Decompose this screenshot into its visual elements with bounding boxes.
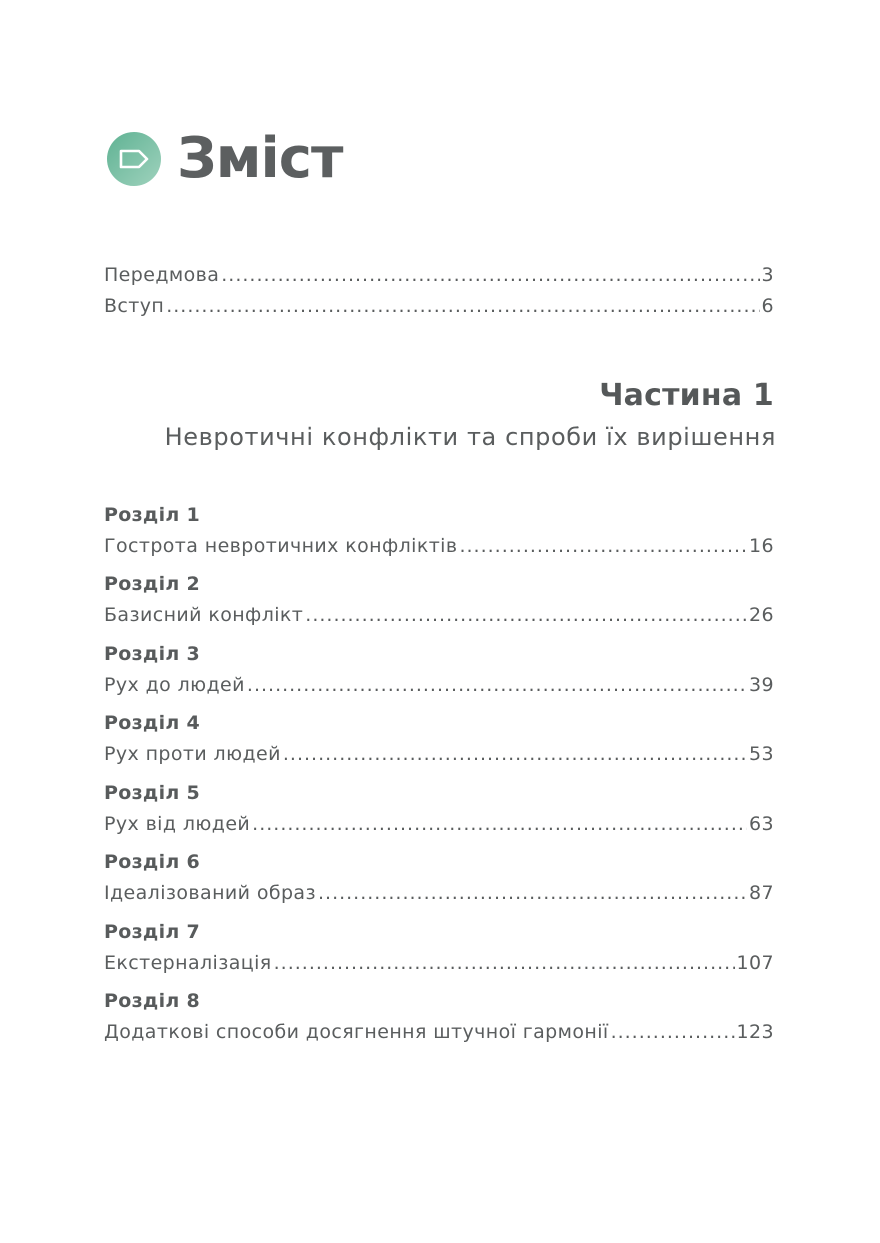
- toc-entry-introduction[interactable]: [104, 295, 774, 321]
- toc-entry-chapter-2[interactable]: [104, 604, 774, 630]
- toc-entry-page: 6: [761, 295, 774, 317]
- toc-entry-chapter-4[interactable]: [104, 743, 774, 769]
- toc-entry-page: 107: [736, 952, 774, 974]
- dot-leader: [274, 952, 735, 974]
- toc-entry-title: Рух від людей: [104, 813, 251, 835]
- toc-entry-title: Рух проти людей: [104, 743, 281, 765]
- toc-entry-page: 26: [749, 604, 774, 626]
- toc-entry-title: Ідеалізований образ: [104, 882, 316, 904]
- chapter-label: Розділ 6: [104, 851, 201, 873]
- chapter-label: Розділ 4: [104, 712, 201, 734]
- toc-entry-page: 3: [761, 264, 774, 286]
- toc-entry-page: 53: [749, 743, 774, 765]
- toc-entry-page: 39: [749, 674, 774, 696]
- toc-entry-title: Екстерналізація: [104, 952, 272, 974]
- toc-entry-page: 63: [749, 813, 774, 835]
- dot-leader: [283, 743, 747, 765]
- toc-entry-title: Базисний конфлікт: [104, 604, 304, 626]
- dot-leader: [459, 535, 747, 557]
- toc-entry-foreword[interactable]: [104, 264, 774, 290]
- toc-entry-title: Додаткові способи досягнення штучної гармонії: [104, 1021, 609, 1043]
- chapter-label: Розділ 8: [104, 990, 201, 1012]
- toc-entry-title: Рух до людей: [104, 674, 245, 696]
- chapter-label: Розділ 3: [104, 643, 201, 665]
- chapter-label: Розділ 1: [104, 504, 201, 526]
- heading-badge: [107, 132, 161, 186]
- toc-entry-chapter-7[interactable]: [104, 952, 774, 978]
- toc-entry-chapter-6[interactable]: [104, 882, 774, 908]
- chapter-label: Розділ 7: [104, 921, 201, 943]
- chapter-label: Розділ 2: [104, 573, 201, 595]
- toc-entry-page: 87: [749, 882, 774, 904]
- dot-leader: [166, 295, 759, 317]
- toc-entry-chapter-5[interactable]: [104, 813, 774, 839]
- part-title: Частина 1: [599, 378, 774, 413]
- dot-leader: [221, 264, 759, 286]
- part-subtitle: Невротичні конфлікти та спроби їх вирішення: [164, 423, 776, 451]
- dot-leader: [318, 882, 747, 904]
- page-title: Зміст: [177, 126, 343, 191]
- dot-leader: [305, 604, 747, 626]
- toc-entry-chapter-8[interactable]: [104, 1021, 774, 1047]
- chapter-label: Розділ 5: [104, 782, 201, 804]
- toc-entry-page: 123: [736, 1021, 774, 1043]
- toc-entry-page: 16: [749, 535, 774, 557]
- dot-leader: [247, 674, 747, 696]
- toc-entry-title: Вступ: [104, 295, 165, 317]
- toc-entry-chapter-3[interactable]: [104, 674, 774, 700]
- toc-entry-title: Передмова: [104, 264, 220, 286]
- toc-heading: [107, 124, 342, 194]
- dot-leader: [252, 813, 747, 835]
- tag-arrow-icon: [118, 148, 150, 170]
- toc-entry-title: Гострота невротичних конфліктів: [104, 535, 458, 557]
- dot-leader: [611, 1021, 735, 1043]
- toc-entry-chapter-1[interactable]: [104, 535, 774, 561]
